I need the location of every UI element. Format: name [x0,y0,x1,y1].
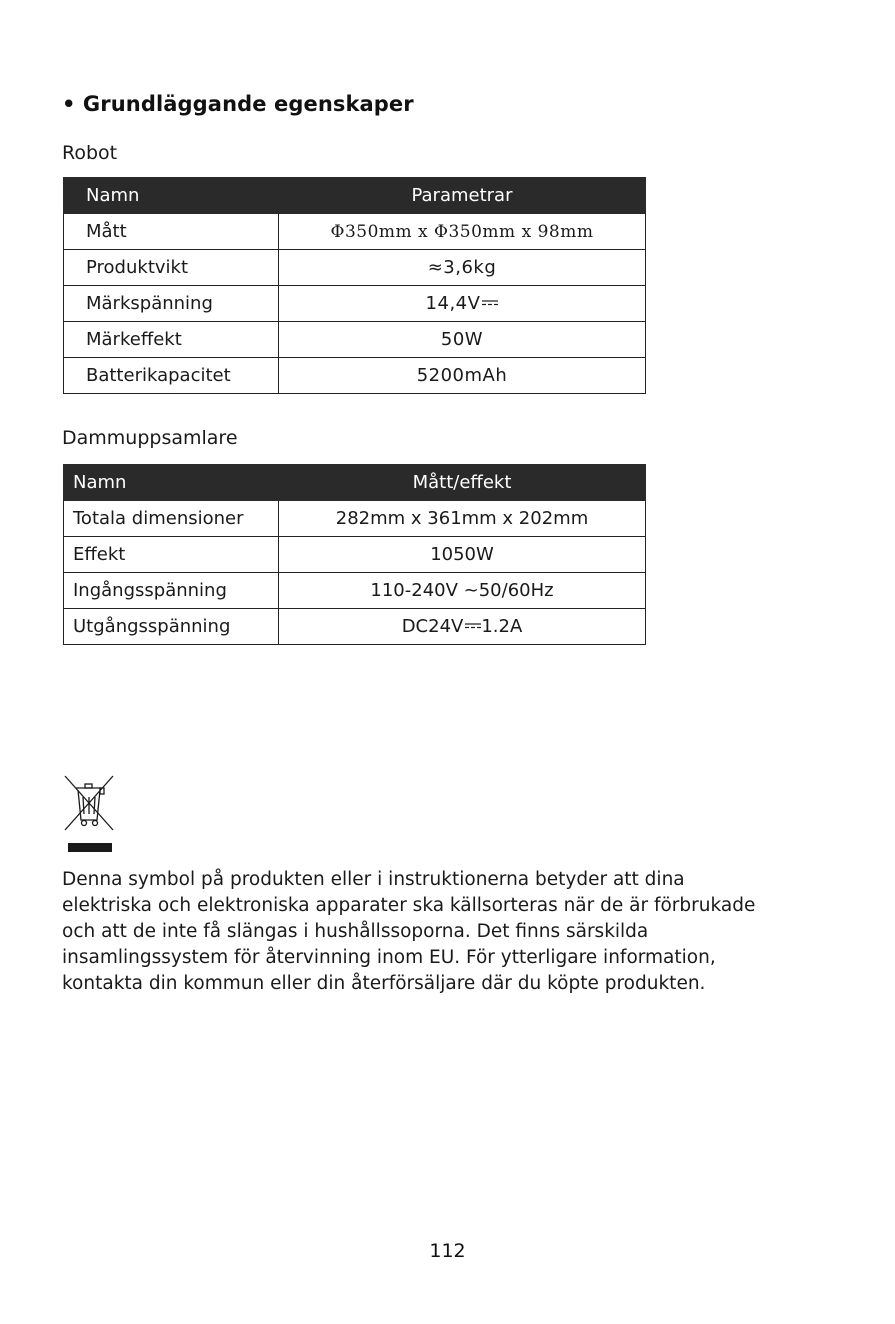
table-row [64,286,646,322]
column-header-parameters: Parametrar [279,178,646,214]
table-row [64,609,646,645]
robot-subtitle: Robot [62,142,118,164]
row-value: 50W [279,322,646,358]
table-header-row [64,465,646,501]
row-value: 14,4V [425,293,481,314]
dust-collector-spec-table [63,464,646,645]
dc-current-icon [465,623,481,629]
row-value: 5200mAh [279,358,646,394]
row-label: Produktvikt [64,250,279,286]
row-label: Mått [64,214,279,250]
weee-crossed-bin-icon [63,774,115,832]
table-row [64,358,646,394]
column-header-name: Namn [64,178,279,214]
row-value: 1050W [279,537,646,573]
page-number: 112 [429,1240,466,1262]
row-value: Φ350mm x Φ350mm x 98mm [279,214,646,250]
row-label: Märkspänning [64,286,279,322]
row-value-cell [279,286,646,322]
row-label: Batterikapacitet [64,358,279,394]
row-value-prefix: DC24V [401,616,464,637]
disposal-notice-text: Denna symbol på produkten eller i instruktionerna betyder att dina elektriska och elektroniska apparater ska källsorteras när de är förbrukade och att de inte få slängas i hushållssoporna. Det finns särskilda insamlingssystem för återvinning inom EU. För ytterligare information, kontakta din kommun eller din återförsäljare där du köpte produkten. [62,869,756,994]
row-value: 110-240V ~50/60Hz [279,573,646,609]
row-label: Totala dimensioner [64,501,279,537]
table-row [64,573,646,609]
row-value-cell [279,609,646,645]
column-header-dimensions-power: Mått/effekt [279,465,646,501]
table-row [64,250,646,286]
table-header-row [64,178,646,214]
dust-collector-subtitle: Dammuppsamlare [62,427,238,449]
dc-current-icon [482,300,498,306]
row-value: ≈3,6kg [279,250,646,286]
table-row [64,537,646,573]
table-row [64,501,646,537]
column-header-name: Namn [64,465,279,501]
row-label: Ingångsspänning [64,573,279,609]
row-label: Effekt [64,537,279,573]
table-row [64,214,646,250]
row-label: Utgångsspänning [64,609,279,645]
row-value: 282mm x 361mm x 202mm [279,501,646,537]
row-value-suffix: 1.2A [481,616,523,637]
row-label: Märkeffekt [64,322,279,358]
weee-underline-bar [68,843,112,852]
section-heading: • Grundläggande egenskaper [62,92,414,116]
table-row [64,322,646,358]
robot-spec-table [63,177,646,394]
